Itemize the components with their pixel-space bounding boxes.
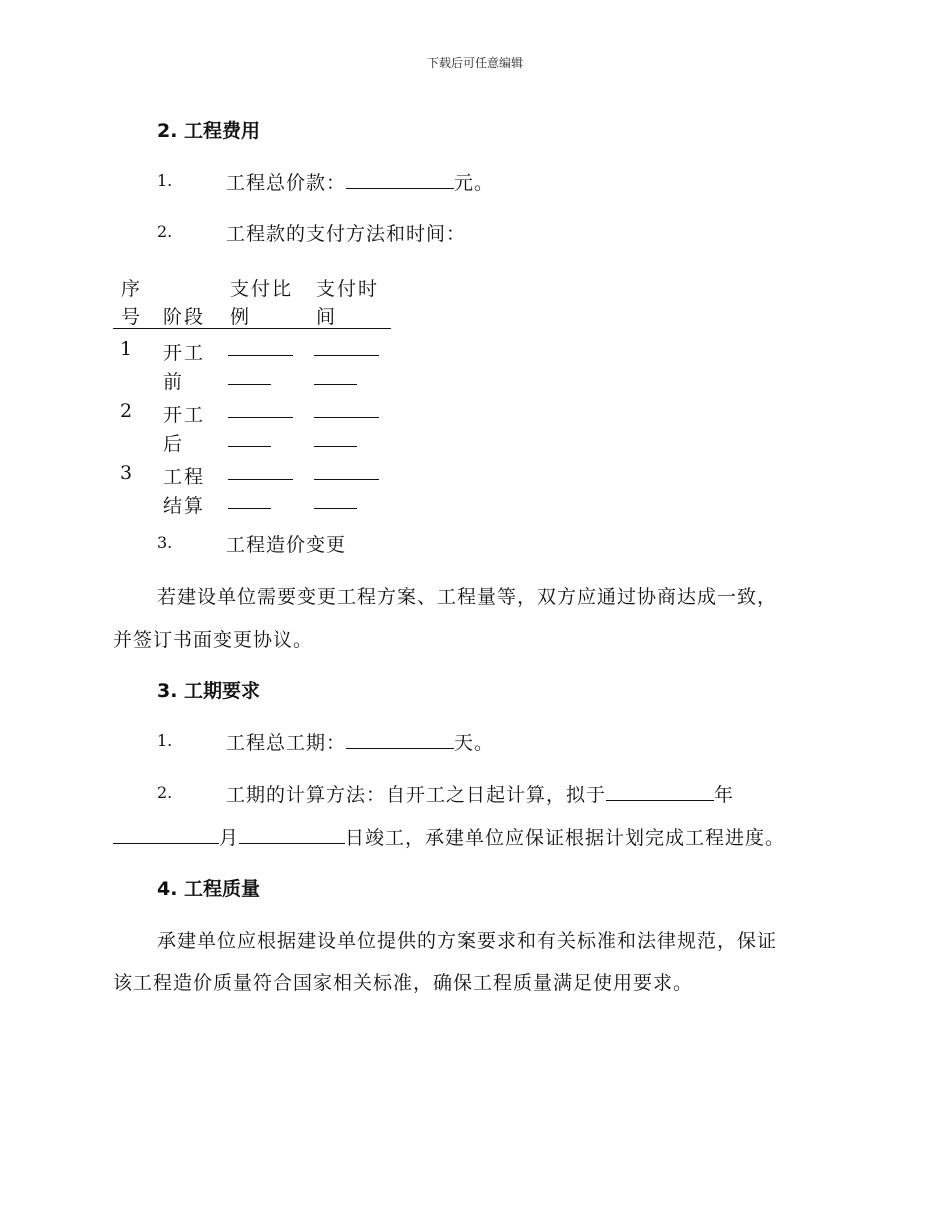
item-number: 2. xyxy=(157,783,173,802)
section-2-title: 2. 工程费用 xyxy=(157,120,261,142)
year-label: 年 xyxy=(714,784,735,806)
total-duration-blank[interactable] xyxy=(346,730,454,749)
th-ratio-1: 支付比 xyxy=(230,278,294,300)
time-blank[interactable] xyxy=(314,446,357,447)
cost-change-paragraph-line1: 若建设单位需要变更工程方案、工程量等，双方应通过协商达成一致， xyxy=(157,586,778,608)
time-blank[interactable] xyxy=(314,479,379,480)
item-number: 1. xyxy=(157,731,173,750)
row-stage-1: 工程 xyxy=(163,466,206,488)
row-stage-2: 后 xyxy=(163,433,185,455)
time-blank[interactable] xyxy=(314,417,379,418)
year-blank[interactable] xyxy=(606,782,714,801)
time-blank[interactable] xyxy=(314,384,357,385)
ratio-blank[interactable] xyxy=(228,417,293,418)
total-duration-unit: 天。 xyxy=(454,732,495,754)
total-duration-label: 工程总工期： xyxy=(226,732,347,754)
ratio-blank[interactable] xyxy=(228,355,293,356)
item-number: 3. xyxy=(157,533,173,552)
day-blank[interactable] xyxy=(239,825,345,844)
th-seq-2: 号 xyxy=(121,306,143,328)
section-3-title: 3. 工期要求 xyxy=(157,680,261,702)
total-price-blank[interactable] xyxy=(346,170,454,189)
row-seq: 2 xyxy=(120,400,135,422)
total-duration-line xyxy=(226,728,494,755)
th-stage: 阶段 xyxy=(163,306,206,328)
total-price-line xyxy=(226,168,494,195)
row-stage-1: 开工 xyxy=(163,342,206,364)
item-number: 2. xyxy=(157,222,173,241)
ratio-blank[interactable] xyxy=(228,479,293,480)
th-time-1: 支付时 xyxy=(316,278,380,300)
quality-paragraph-line1: 承建单位应根据建设单位提供的方案要求和有关标准和法律规范，保证 xyxy=(157,930,778,952)
duration-method-label: 工期的计算方法：自开工之日起计算，拟于 xyxy=(226,784,607,806)
cost-change-label: 工程造价变更 xyxy=(226,534,347,556)
th-time-2: 间 xyxy=(316,306,338,328)
page-header: 下载后可任意编辑 xyxy=(426,56,523,70)
ratio-blank[interactable] xyxy=(228,508,271,509)
table-header-rule xyxy=(113,328,391,329)
duration-method-line1 xyxy=(226,780,734,807)
row-stage-1: 开工 xyxy=(163,404,206,426)
section-4-title: 4. 工程质量 xyxy=(157,878,261,900)
ratio-blank[interactable] xyxy=(228,446,271,447)
total-price-label: 工程总价款： xyxy=(226,172,347,194)
quality-paragraph-line2: 该工程造价质量符合国家相关标准，确保工程质量满足使用要求。 xyxy=(113,972,694,994)
time-blank[interactable] xyxy=(314,355,379,356)
month-blank[interactable] xyxy=(113,825,219,844)
item-number: 1. xyxy=(157,171,173,190)
month-label: 月 xyxy=(219,827,240,849)
row-stage-2: 前 xyxy=(163,371,185,393)
ratio-blank[interactable] xyxy=(228,384,271,385)
cost-change-paragraph-line2: 并签订书面变更协议。 xyxy=(113,629,314,651)
duration-method-line2 xyxy=(113,823,785,850)
total-price-unit: 元。 xyxy=(454,172,495,194)
th-ratio-2: 例 xyxy=(230,306,252,328)
row-stage-2: 结算 xyxy=(163,495,206,517)
time-blank[interactable] xyxy=(314,508,357,509)
row-seq: 1 xyxy=(120,338,135,360)
row-seq: 3 xyxy=(120,462,135,484)
completion-text: 日竣工，承建单位应保证根据计划完成工程进度。 xyxy=(345,827,786,849)
th-seq-1: 序 xyxy=(121,278,143,300)
payment-method-label: 工程款的支付方法和时间： xyxy=(226,223,467,245)
